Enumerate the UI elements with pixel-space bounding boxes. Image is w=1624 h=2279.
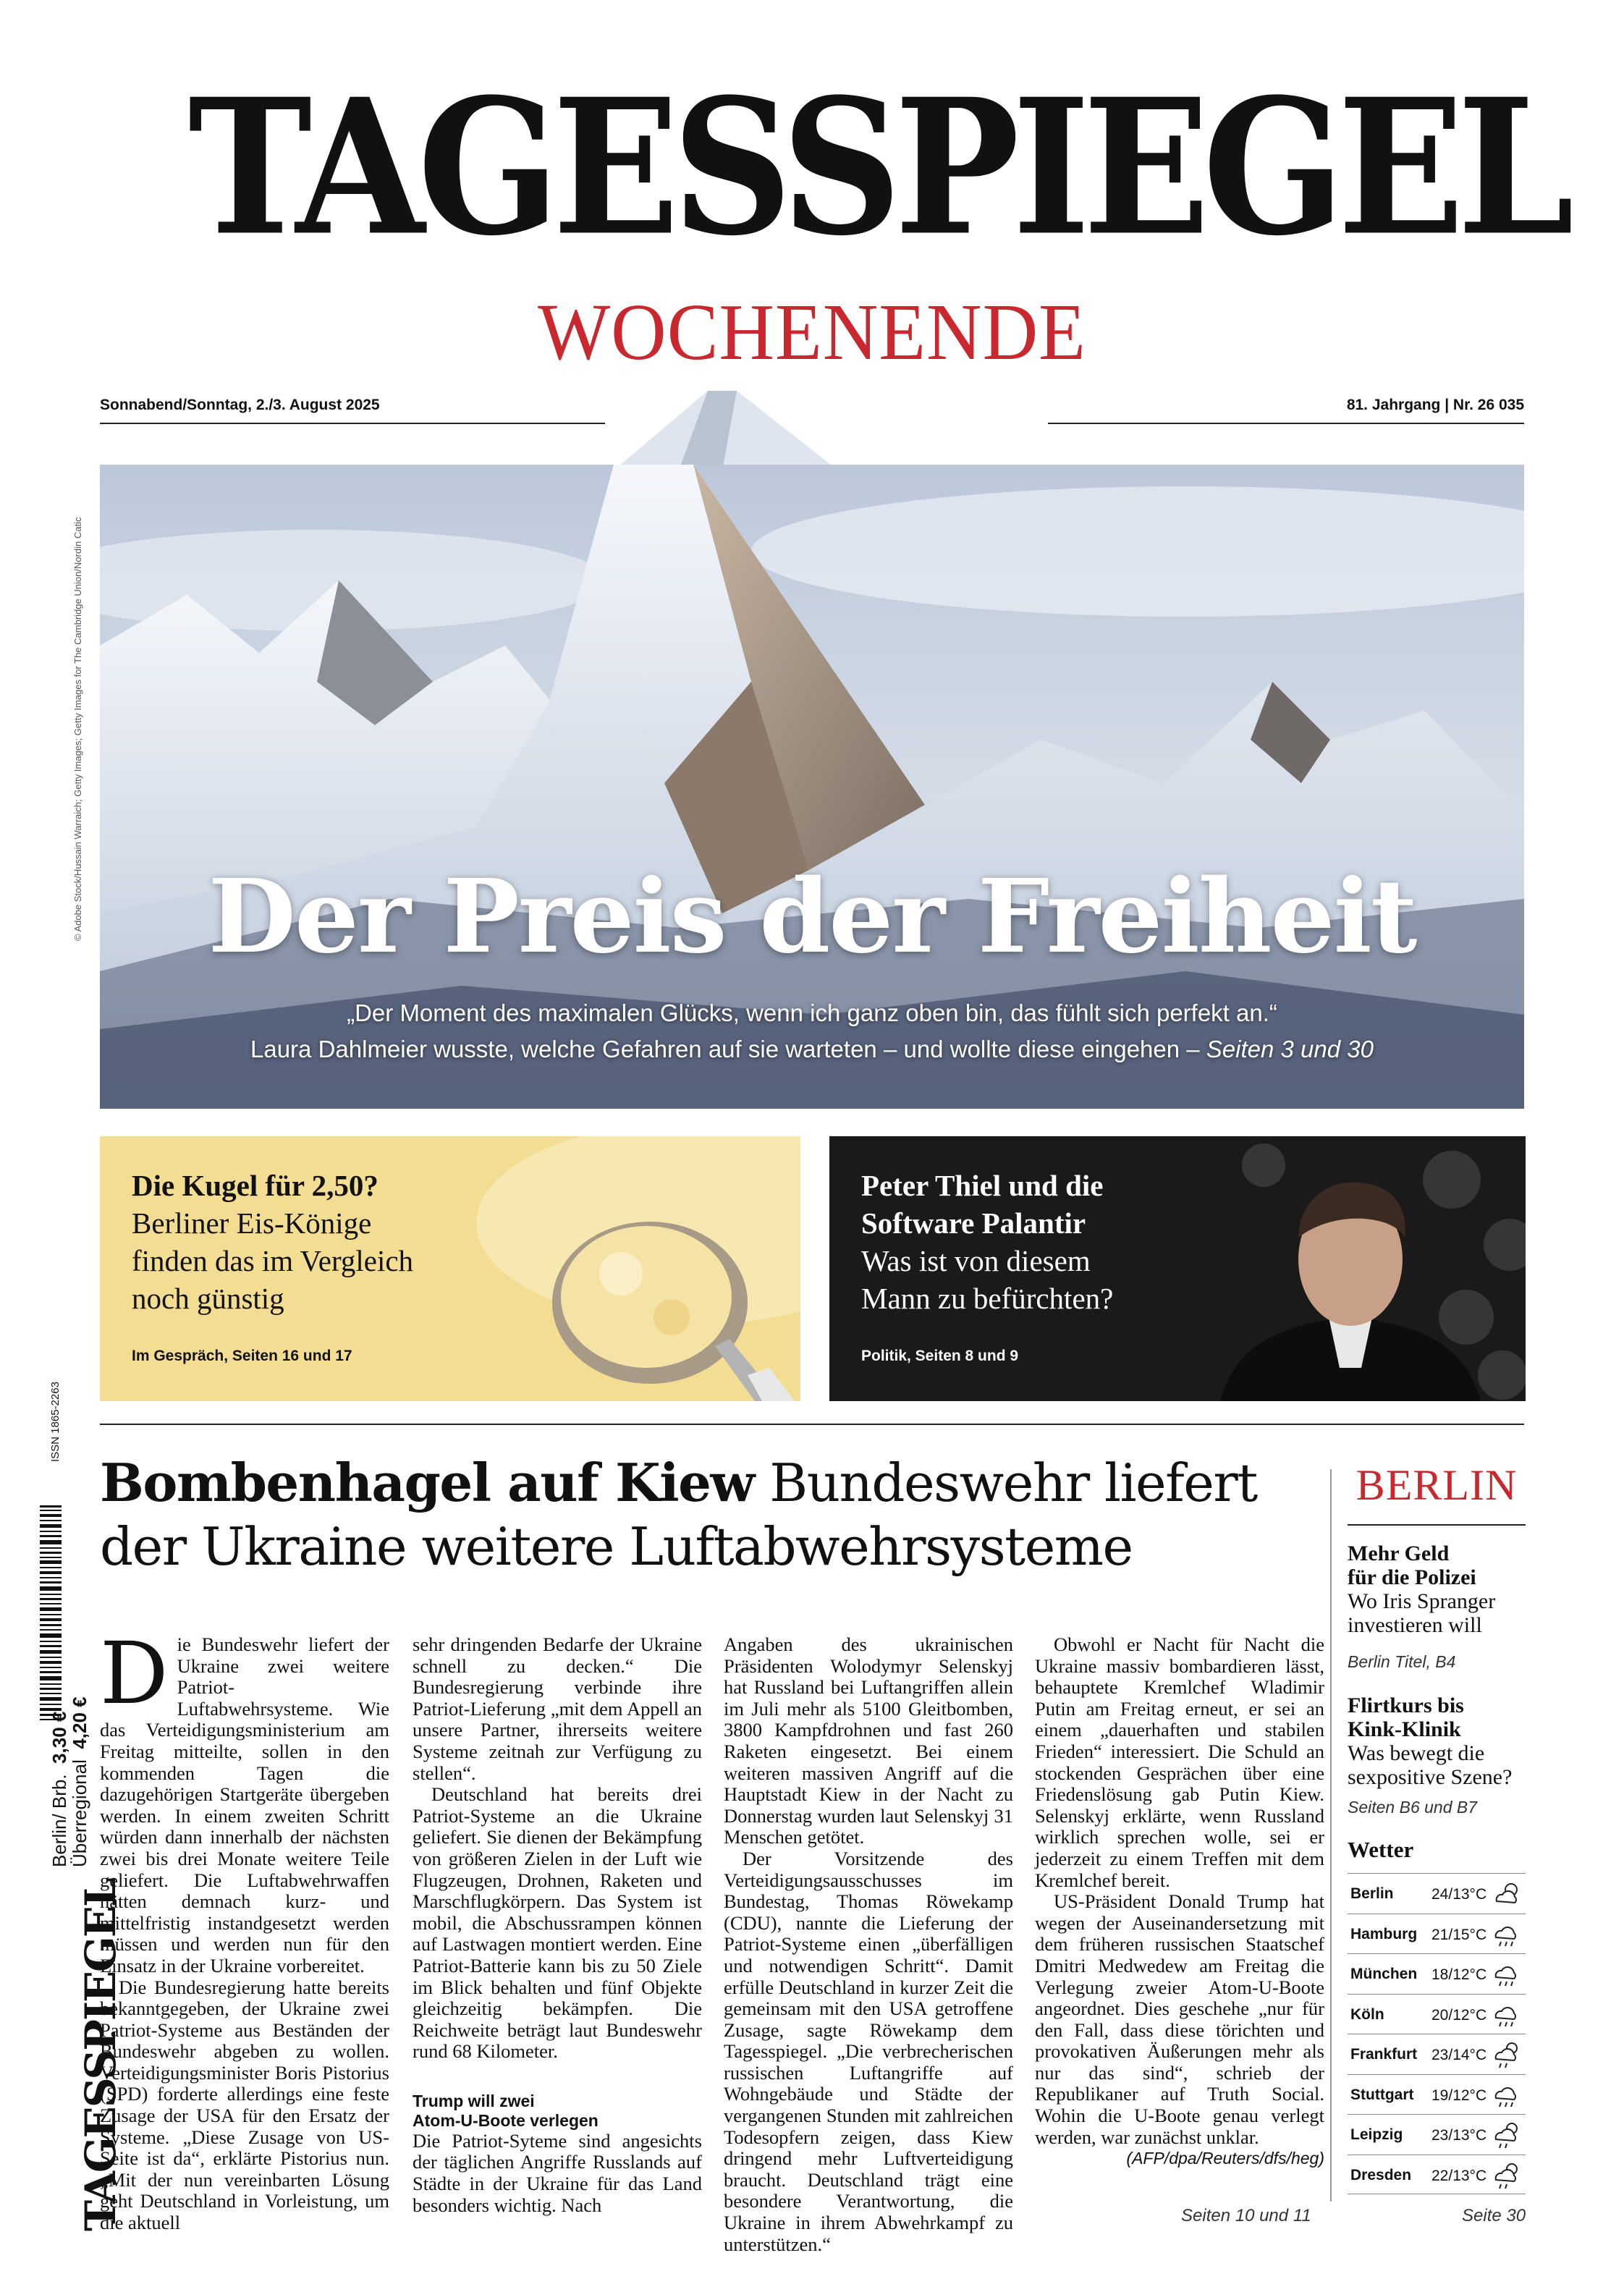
article-headline-rest: der Ukraine weitere Luftabwehrsysteme (100, 1516, 1133, 1577)
price-value: 4,20 € (69, 1696, 90, 1749)
teaser-ice-cream-ref[interactable]: Im Gespräch, Seiten 16 und 17 (132, 1348, 352, 1364)
weather-row (1348, 1873, 1526, 1914)
sidebar-item-title: Mehr Geld (1348, 1542, 1450, 1565)
weather-row (1348, 2034, 1526, 2074)
sidebar-item-text: investieren will (1348, 1613, 1482, 1637)
article-subhead-line: Trump will zwei (413, 2091, 535, 2110)
sidebar-item-text: Wo Iris Spranger (1348, 1589, 1496, 1613)
article-paragraph: Die Bundesregierung hatte bereits bekanntgegeben, der Ukraine zwei Patriot-Systeme aus Beständen der Bundeswehr abgeben zu wollen. Verteidigungsminister Boris Pistorius (SPD) forderte allerdings eine feste Zusage der USA für den Ersatz der Systeme. „Diese Zusage von US-Seite ist da“, erklärte Pistorius nun. „Mit der nun vereinbarten Lösung geht Deutschland in Vorleistung, um die aktuell (100, 1976, 389, 2234)
weather-title: Wetter (1348, 1837, 1414, 1862)
cloud-rain-icon (1492, 1920, 1521, 1949)
article-paragraph: Deutschland hat bereits drei Patriot-Systeme an die Ukraine geliefert. Sie dienen der Bekämpfung von größeren Zielen in der Luft wie Flugzeugen, Drohnen, Raketen und Marschflugkörpern. Das System ist mobil, die Abschussrampen können auf Lastwagen montiert werden. Eine Patriot-Batterie kann bis zu 50 Ziele im Blick behalten und fünf Objekte gleichzeitig bekämpfen. Die Reichweite beträgt laut Bundeswehr rund 68 Kilometer. (413, 1783, 702, 2063)
cloud-rain-icon (1492, 1960, 1521, 1989)
weather-temp: 18/12°C (1431, 1966, 1487, 1983)
weather-temp: 23/13°C (1431, 2127, 1487, 2144)
weather-row (1348, 2114, 1526, 2155)
weather-temp: 19/12°C (1431, 2086, 1487, 2104)
article-column-2 (413, 1634, 702, 2216)
price-label: Überregional (69, 1759, 90, 1867)
sidebar-item-title: Kink-Klinik (1348, 1717, 1461, 1741)
teaser-palantir-text (861, 1167, 1113, 1317)
issue-number: 81. Jahrgang | Nr. 26 035 (1346, 397, 1524, 413)
weather-row (1348, 2155, 1526, 2195)
teaser-palantir-title: Software Palantir (861, 1206, 1086, 1240)
hero-peak-overflow (100, 391, 1524, 470)
weather-temp: 24/13°C (1431, 1886, 1487, 1903)
article-subhead (413, 2092, 702, 2131)
weather-temp: 22/13°C (1431, 2167, 1487, 2184)
price-box (49, 1696, 90, 1867)
article-paragraph: Obwohl er Nacht für Nacht die Ukraine massiv bombardieren lässt, behauptete Kremlchef Wladimir Putin am Freitag erneut, er sei an einem „dauerhaften und stabilen Frieden“ interessiert. Die Schuld an stockenden Gesprächen über eine Friedenslösung gab Putin Kiew. Selenskyj erklärte, wenn Russland wirklich sprechen wolle, sei er jederzeit zu einem Treffen mit dem Kremlchef bereit. (1035, 1633, 1324, 1891)
weather-row (1348, 1953, 1526, 1994)
weather-row (1348, 1914, 1526, 1954)
article-column-3 (724, 1634, 1013, 2255)
dropcap: D (100, 1623, 169, 1723)
article-paragraph: ie Bundeswehr liefert der Ukraine zwei weitere Patriot-Luftabwehrsysteme. Wie das Verteidigungsministerium am Freitag mitteilte, sollen in den kommenden Tagen die dazugehörigen Startgeräte übergeben werden. In einem zweiten Schritt würden dann innerhalb der nächsten zwei bis drei Monate weitere Teile geliefert. Die Luftabwehrwaffen hätten demnach kurz- und mittelfristig instandgesetzt werden müssen und werden nun für den Einsatz in der Ukraine vorbereitet. (100, 1633, 389, 1976)
sidebar-item-police[interactable] (1348, 1542, 1526, 1637)
teaser-ice-cream-line: finden das im Vergleich (132, 1244, 414, 1277)
article-paragraph: Angaben des ukrainischen Präsidenten Wolodymyr Selenskyj hat Russland bei Luftangriffen allein im Juli mehr als 5100 Gleitbomben, 3800 Kampfdrohnen und fast 260 Raketen eingesetzt. Bei einem weiteren massiven Angriff auf die Hauptstadt Kiew in der Nacht zu Donnerstag wurden laut Selenskyj 31 Menschen getötet. (724, 1633, 1013, 1848)
sidebar-item-ref[interactable]: Berlin Titel, B4 (1348, 1652, 1456, 1671)
hero-page-ref[interactable]: Seiten 3 und 30 (1206, 1036, 1374, 1062)
sidebar-item-ref[interactable]: Seiten B6 und B7 (1348, 1798, 1478, 1817)
weather-city: Köln (1350, 2005, 1384, 2023)
teaser-palantir-line: Was ist von diesem (861, 1244, 1091, 1277)
teaser-palantir-line: Mann zu befürchten? (861, 1282, 1114, 1315)
article-paragraph: US-Präsident Donald Trump hat wegen der Auseinandersetzung mit dem früheren russischen Staatschef Dmitri Medwedew am Freitag die Verlegung zweier Atom-U-Boote angeordnet. Dies geschehe „nur für den Fall, dass diese törichten und provokativen Äußerungen mehr als nur das sind“, schrieb der Republikaner auf Truth Social. Wohin die U-Boote genau verlegt werden, war zunächst unklar. (1035, 1890, 1324, 2148)
issn: ISSN 1865-2263 (49, 1382, 62, 1462)
sidebar-item-title: Flirtkurs bis (1348, 1694, 1464, 1717)
sidebar-item-text: Was bewegt die (1348, 1741, 1485, 1765)
weather-city: München (1350, 1966, 1418, 1982)
article-page-ref[interactable]: Seiten 10 und 11 (1181, 2206, 1311, 2225)
cloud-rain-icon (1492, 2081, 1521, 2110)
weather-temp: 23/14°C (1431, 2047, 1487, 2063)
sun-cloud-rain-icon (1492, 2161, 1521, 2190)
weather-temp: 21/15°C (1431, 1926, 1487, 1943)
article-subhead-line: Atom-U-Boote verlegen (413, 2110, 599, 2130)
article-headline-rest: Bundeswehr liefert (753, 1453, 1257, 1513)
teaser-ice-cream-title: Die Kugel für 2,50? (132, 1169, 378, 1202)
teaser-ice-cream-line: noch günstig (132, 1282, 284, 1315)
weather-city: Dresden (1350, 2166, 1412, 2183)
weather-city: Frankfurt (1350, 2046, 1418, 2063)
weather-page-ref[interactable]: Seite 30 (1462, 2206, 1526, 2225)
sun-cloud-rain-icon (1492, 2040, 1521, 2069)
article-column-4 (1035, 1634, 1324, 2170)
sidebar-item-flirtkurs[interactable] (1348, 1694, 1526, 1789)
hero-quote: „Der Moment des maximalen Glücks, wenn ich ganz oben bin, das fühlt sich perfekt an.“ (347, 999, 1277, 1026)
edition-label: WOCHENENDE (538, 287, 1086, 376)
spine-logo: TAGESSPIEGEL (76, 1879, 125, 2231)
article-paragraph: Die Patriot-Syteme sind angesichts der täglichen Angriffe Russlands auf Städte in der Ukraine für das Land besonders wichtig. Nach (413, 2129, 702, 2216)
weather-table (1348, 1873, 1526, 2194)
weather-city: Leipzig (1350, 2126, 1403, 2143)
article-headline[interactable] (100, 1451, 1294, 1578)
weather-row (1348, 2074, 1526, 2115)
article-column-1 (100, 1623, 389, 2234)
cloud-rain-icon (1492, 2000, 1521, 2029)
barcode (40, 1505, 73, 1722)
teaser-palantir-title: Peter Thiel und die (861, 1169, 1104, 1202)
sidebar-item-text: sexpositive Szene? (1348, 1765, 1513, 1789)
sidebar-title: BERLIN (1356, 1461, 1518, 1509)
issue-date: Sonnabend/Sonntag, 2./3. August 2025 (100, 397, 380, 413)
hero-subline (0, 1036, 1624, 1063)
weather-row (1348, 1994, 1526, 2034)
weather-city: Stuttgart (1350, 2086, 1414, 2103)
teaser-ice-cream[interactable] (100, 1136, 800, 1401)
sun-cloud-rain-icon (1492, 2121, 1521, 2149)
sidebar-rule (1348, 1524, 1526, 1526)
article-signature: (AFP/dpa/Reuters/dfs/heg) (1126, 2149, 1324, 2168)
weather-city: Hamburg (1350, 1925, 1418, 1942)
sidebar-item-title: für die Polizei (1348, 1565, 1476, 1589)
price-label: Berlin/ Brb. (48, 1774, 70, 1867)
teaser-palantir[interactable] (829, 1136, 1526, 1401)
teaser-palantir-ref[interactable]: Politik, Seiten 8 und 9 (861, 1348, 1019, 1364)
article-paragraph: sehr dringenden Bedarfe der Ukraine schnell zu decken.“ Die Bundesregierung verbinde ihre Patriot-Lieferung „mit dem Appell an unsere Partner, ihrerseits weitere Systeme zeitnah zur Verfügung zu stellen“. (413, 1633, 702, 1784)
article-paragraph: Der Vorsitzende des Verteidigungsausschusses im Bundestag, Thomas Röwekamp (CDU), nannte die Lieferung der Patriot-Systeme einen „überfälligen und notwendigen Schritt“. Damit erfülle Deutschland in kurzer Zeit die gemeinsam mit den USA getroffene Zusage, sagte Röwekamp dem Tagesspiegel. „Die verbrecherischen russischen Luftangriffe auf Wohngebäude und Städte der vergangenen Stunden mit zahlreichen Todesopfern zeigen, dass Kiew dringend mehr Luftverteidigung braucht. Deutschland trägt eine besondere Verantwortung, die Ukraine in ihrem Abwehrkampf zu unterstützen.“ (724, 1847, 1013, 2255)
weather-city: Berlin (1350, 1885, 1394, 1902)
masthead-logo: TAGESSPIEGEL (188, 58, 1568, 278)
price-value: 3,30 € (48, 1711, 70, 1764)
hero-headline[interactable]: Der Preis der Freiheit (208, 858, 1416, 976)
weather-temp: 20/12°C (1431, 2006, 1487, 2024)
photo-credit: © Adobe Stock/Hussain Warraich; Getty Images; Getty Images for The Cambridge Union/Nordin Catic (72, 517, 83, 941)
article-rule (100, 1424, 1524, 1425)
teaser-ice-cream-text (132, 1167, 413, 1317)
teaser-ice-cream-line: Berliner Eis-Könige (132, 1206, 372, 1240)
sun-cloud-icon (1492, 1880, 1521, 1908)
sidebar-divider (1330, 1469, 1332, 2202)
hero-subline-text: Laura Dahlmeier wusste, welche Gefahren auf sie warteten – und wollte diese eingehen – (250, 1036, 1200, 1062)
article-headline-bold: Bombenhagel auf Kiew (100, 1452, 754, 1513)
